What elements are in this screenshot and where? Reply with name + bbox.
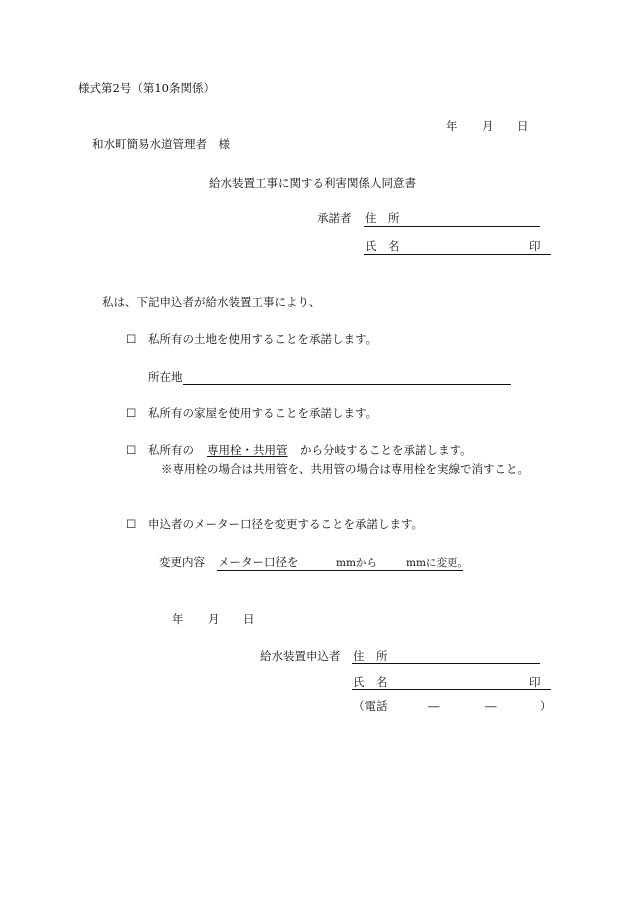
document-title: 給水装置工事に関する利害関係人同意書 <box>209 176 416 190</box>
date-bottom-month: 月 <box>208 612 220 626</box>
change-label: 変更内容 <box>159 555 205 569</box>
item-land-text: 私所有の土地を使用することを承諾します。 <box>148 332 378 346</box>
location-line[interactable] <box>183 384 511 385</box>
note-text: ※専用栓の場合は共用管を、共用管の場合は専用栓を実線で消すこと。 <box>161 462 529 476</box>
change-part1: メーター口径を <box>218 555 299 569</box>
item-branch-suffix: から分岐することを承諾します。 <box>300 443 472 457</box>
item-branch-pipe-type: 専用栓・共用管 <box>207 443 288 457</box>
applicant-address-line[interactable] <box>352 663 540 664</box>
date-top-day: 日 <box>517 119 529 133</box>
date-bottom-day: 日 <box>243 612 255 626</box>
applicant-label: 給水装置申込者 <box>260 649 341 663</box>
applicant-phone-dash1: ― <box>428 699 440 713</box>
applicant-name-label: 氏 名 <box>353 675 388 689</box>
date-bottom-year: 年 <box>172 612 184 626</box>
date-top-year: 年 <box>446 119 458 133</box>
checkbox-land[interactable]: ☐ <box>126 332 137 346</box>
checkbox-branch[interactable]: ☐ <box>126 443 137 457</box>
location-label: 所在地 <box>148 370 183 384</box>
item-meter-text: 申込者のメーター口径を変更することを承諾します。 <box>148 517 424 531</box>
consenter-label: 承諾者 <box>317 211 352 225</box>
form-number: 様式第2号（第10条関係） <box>78 81 215 95</box>
addressee: 和水町簡易水道管理者 様 <box>92 137 230 151</box>
applicant-address-label: 住 所 <box>353 649 388 663</box>
item-branch-prefix: 私所有の <box>148 443 194 457</box>
applicant-phone-close: ） <box>540 699 552 713</box>
checkbox-house[interactable]: ☐ <box>126 406 137 420</box>
consenter-name-line[interactable] <box>364 254 551 255</box>
consenter-address-line[interactable] <box>364 226 540 227</box>
checkbox-meter[interactable]: ☐ <box>126 517 137 531</box>
change-underline[interactable] <box>217 570 463 571</box>
applicant-seal: 印 <box>529 675 541 689</box>
consenter-name-label: 氏 名 <box>365 239 400 253</box>
applicant-phone-open: （電話 <box>353 699 388 713</box>
change-part2: mmから <box>336 557 377 569</box>
consenter-address-label: 住 所 <box>365 211 400 225</box>
intro-text: 私は、下記申込者が給水装置工事により、 <box>102 295 321 309</box>
date-top-month: 月 <box>482 119 494 133</box>
applicant-name-line[interactable] <box>352 689 551 690</box>
change-part3: mmに変更。 <box>406 557 468 569</box>
item-house-text: 私所有の家屋を使用することを承諾します。 <box>148 406 378 420</box>
applicant-phone-dash2: ― <box>485 699 497 713</box>
consenter-seal: 印 <box>529 239 541 253</box>
